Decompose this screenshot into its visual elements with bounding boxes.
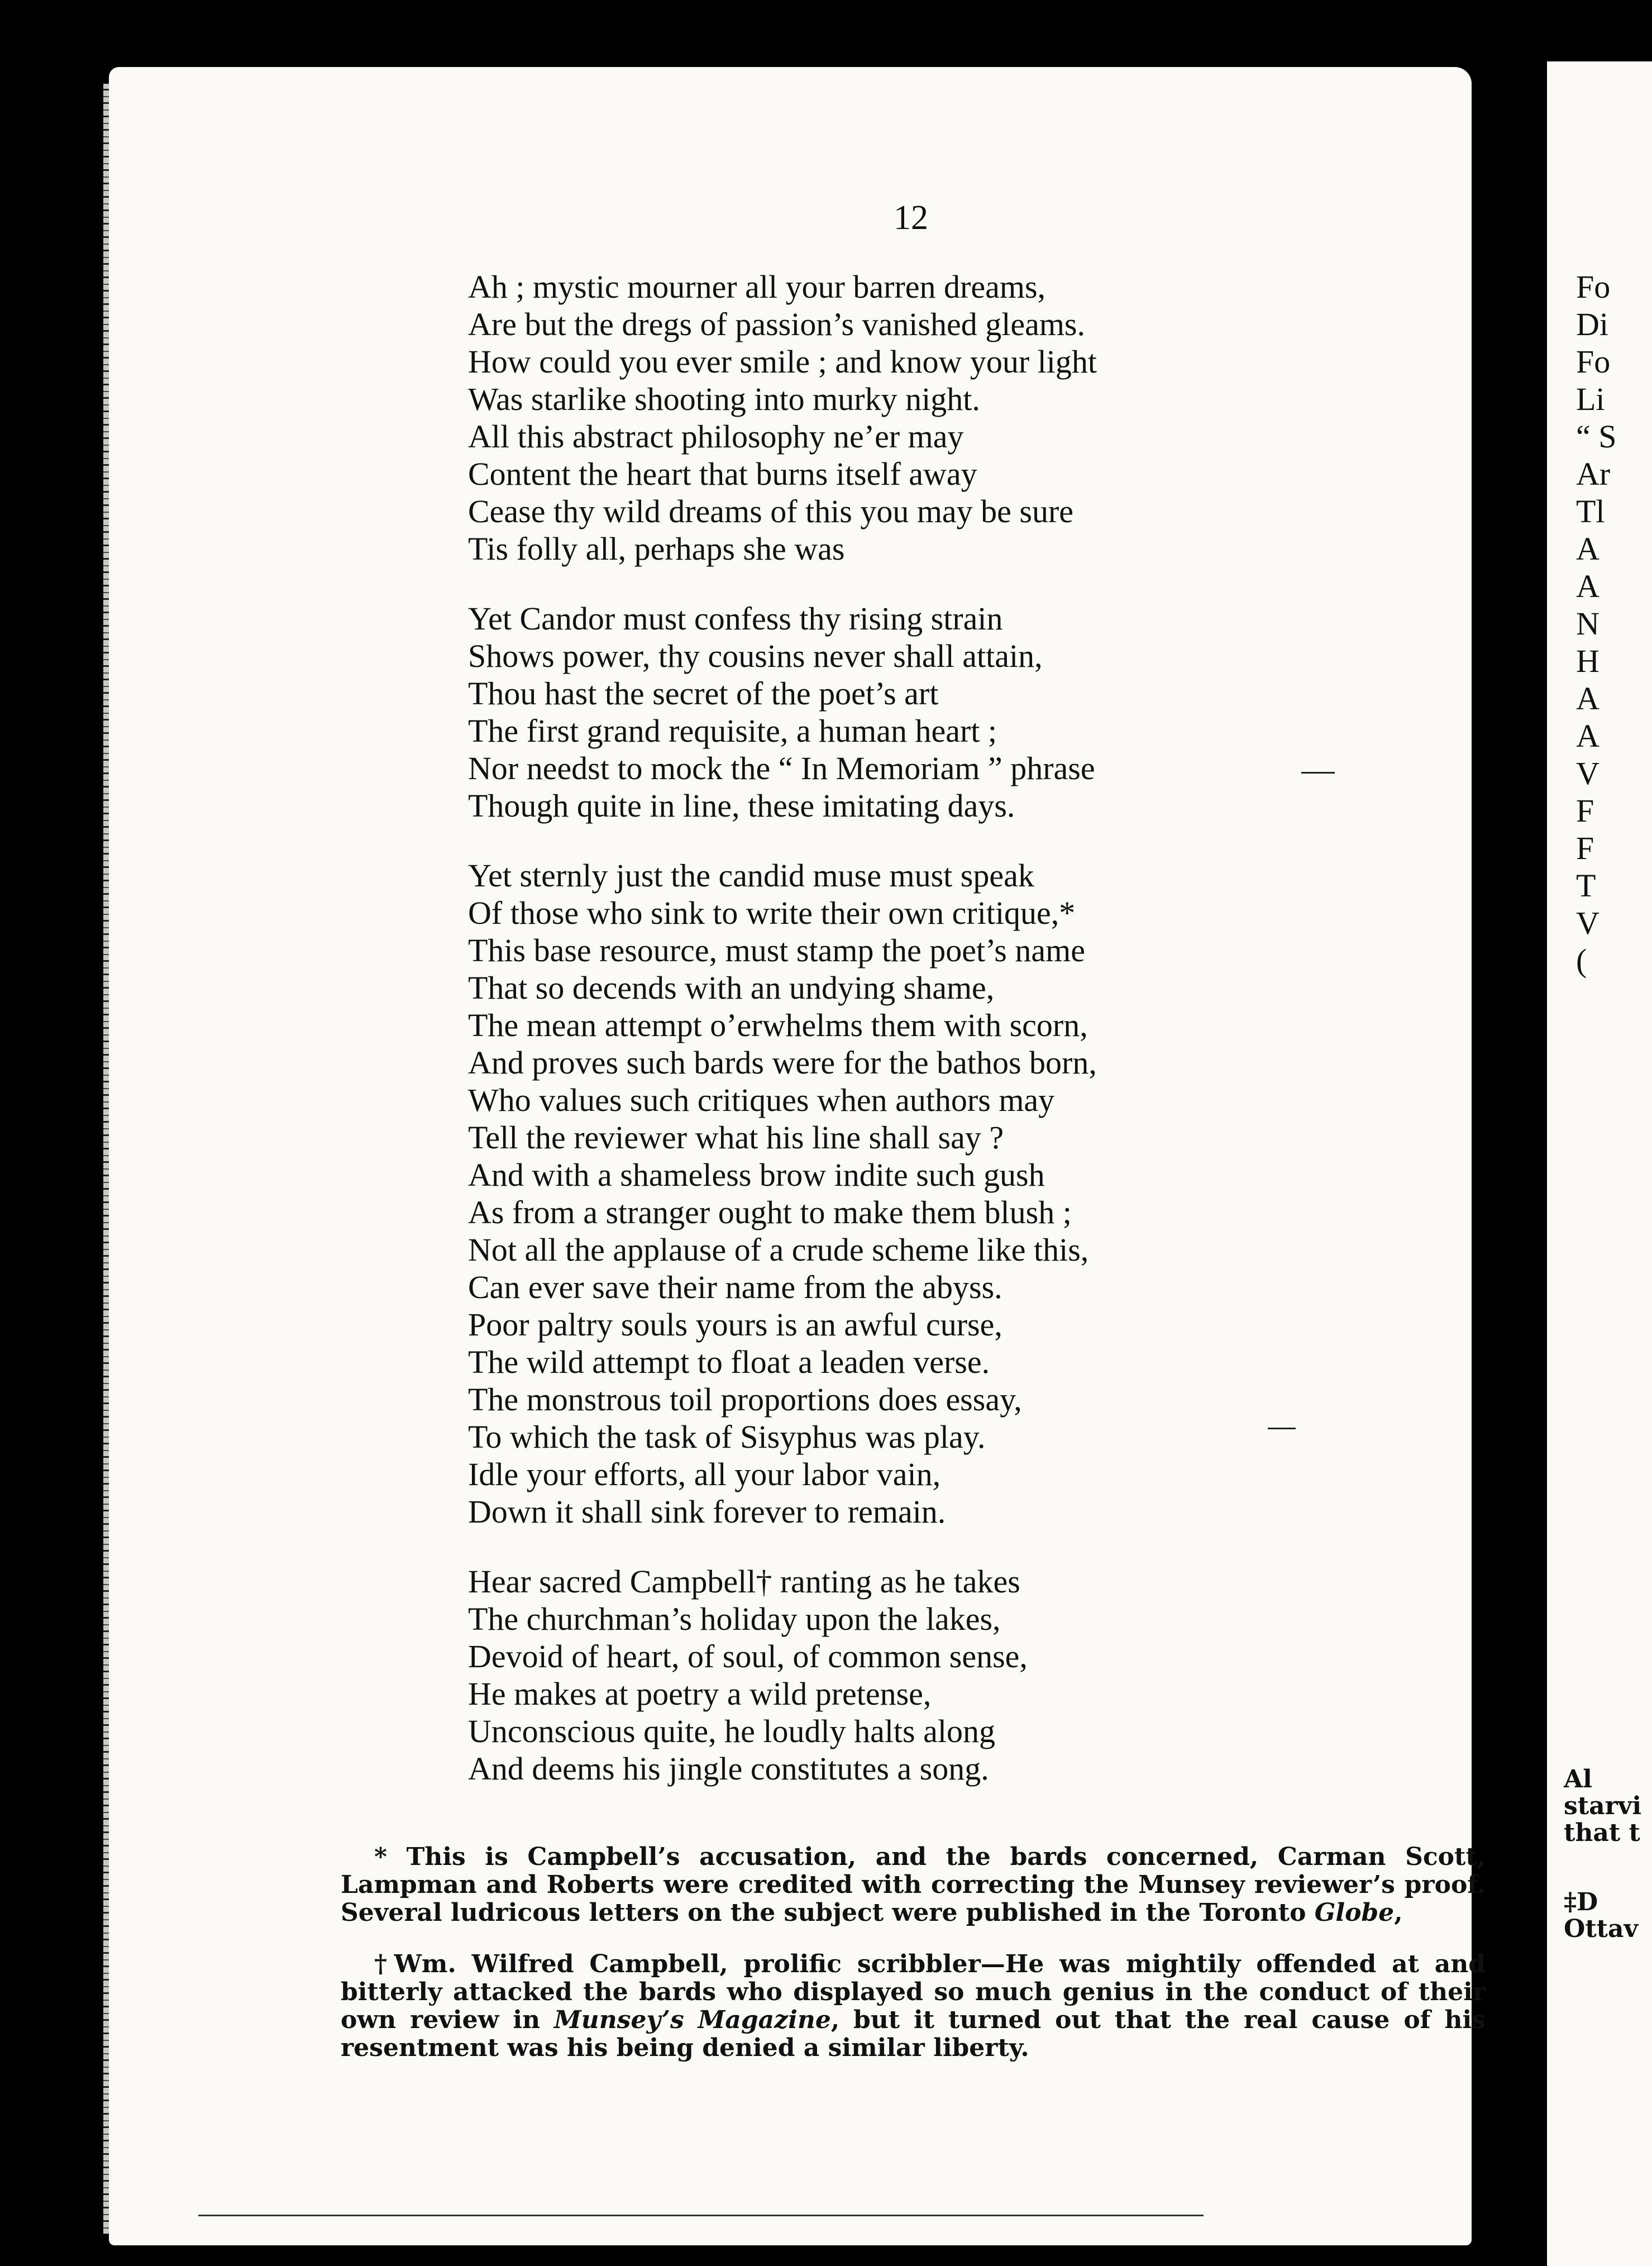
footnote-text: , but it turned out that the real cause of his resentment was his being denied a similar liberty. xyxy=(341,2006,1486,2062)
footnote-italic: Globe xyxy=(1314,1898,1395,1927)
poem-line: Was starlike shooting into murky night. xyxy=(468,381,980,417)
poem-line: Who values such critiques when authors may xyxy=(468,1082,1055,1118)
poem-line: Are but the dregs of passion’s vanished gleams. xyxy=(468,306,1086,342)
poem-line: Content the heart that burns itself away xyxy=(468,456,977,492)
footnote xyxy=(341,1843,1486,1927)
poem-line: The first grand requisite, a human heart ; xyxy=(468,713,997,749)
poem-line: Cease thy wild dreams of this you may be sure xyxy=(468,493,1074,529)
poem-line: And deems his jingle constitutes a song. xyxy=(468,1750,989,1787)
facing-page-fragment-line: A xyxy=(1576,680,1600,717)
poem-line: Yet sternly just the candid muse must speak xyxy=(468,857,1034,894)
facing-page-fragment-line: Ar xyxy=(1576,456,1611,492)
poem-line: Shows power, thy cousins never shall attain, xyxy=(468,638,1043,674)
poem-line: The mean attempt o’erwhelms them with scorn, xyxy=(468,1007,1088,1043)
footnotes xyxy=(341,1843,1486,2086)
stanza xyxy=(468,1563,1362,1787)
facing-page-fragment-note: Ottav xyxy=(1564,1915,1639,1943)
stanza xyxy=(468,600,1362,824)
poem-line: Devoid of heart, of soul, of common sense, xyxy=(468,1638,1028,1675)
bottom-rule xyxy=(198,2215,1204,2216)
poem-line: And proves such bards were for the bathos born, xyxy=(468,1044,1097,1081)
stanza xyxy=(468,268,1362,567)
footnote-text: * This is Campbell’s accusation, and the bards concerned, Carman Scott, Lampman and Roberts were credited with correcting the Munsey reviewer’s proof. Several ludricous letters on the subject were published in the Toronto xyxy=(341,1843,1486,1927)
facing-page-fragment-note: ‡D xyxy=(1564,1888,1598,1916)
facing-page-fragment-line: A xyxy=(1576,718,1600,754)
poem-line: Unconscious quite, he loudly halts along xyxy=(468,1713,995,1749)
facing-page-fragment-line: A xyxy=(1576,531,1600,567)
facing-page-fragment-note: Al xyxy=(1564,1765,1592,1793)
poem-line: Though quite in line, these imitating days. xyxy=(468,788,1015,824)
margin-dash xyxy=(1301,772,1335,774)
poem-line: All this abstract philosophy ne’er may xyxy=(468,418,964,455)
facing-page-fragment-line: Fo xyxy=(1576,269,1611,305)
facing-page-fragment-line: F xyxy=(1576,793,1594,829)
poem-line: As from a stranger ought to make them blush ; xyxy=(468,1194,1072,1230)
footnote-text: , xyxy=(1394,1898,1403,1927)
page-number: 12 xyxy=(894,199,928,237)
facing-page-fragment xyxy=(1547,61,1652,2266)
facing-page-fragment-line: V xyxy=(1576,755,1600,791)
facing-page-fragment-line: “ S xyxy=(1576,418,1617,455)
poem-line: Tell the reviewer what his line shall say ? xyxy=(468,1119,1004,1156)
poem-line: To which the task of Sisyphus was play. xyxy=(468,1419,986,1455)
margin-dash xyxy=(1268,1428,1296,1429)
facing-page-fragment-line: F xyxy=(1576,830,1594,866)
poem-line: Tis folly all, perhaps she was xyxy=(468,531,845,567)
poem-line: Nor needst to mock the “ In Memoriam ” phrase xyxy=(468,750,1095,786)
facing-page-fragment-line: ( xyxy=(1576,942,1587,979)
poem-line: Can ever save their name from the abyss. xyxy=(468,1269,1002,1305)
poem-line: How could you ever smile ; and know your light xyxy=(468,344,1097,380)
poem-line: Hear sacred Campbell† ranting as he takes xyxy=(468,1563,1020,1600)
facing-page-fragment-line: A xyxy=(1576,568,1600,604)
facing-page-fragment-note: that t xyxy=(1564,1819,1640,1847)
poem-line: Poor paltry souls yours is an awful curse, xyxy=(468,1306,1002,1343)
poem-line: Not all the applause of a crude scheme like this, xyxy=(468,1232,1089,1268)
footnote-italic: Munsey’s Magazine xyxy=(554,2006,831,2034)
facing-page-fragment-line: T xyxy=(1576,867,1596,904)
facing-page-fragment-line: Fo xyxy=(1576,344,1611,380)
facing-page-fragment-line: H xyxy=(1576,643,1600,679)
poem-line: That so decends with an undying shame, xyxy=(468,970,995,1006)
poem-line: This base resource, must stamp the poet’s name xyxy=(468,932,1085,969)
poem-text xyxy=(468,268,1362,1820)
facing-page-fragment-line: Tl xyxy=(1576,493,1605,529)
poem-line: He makes at poetry a wild pretense, xyxy=(468,1676,932,1712)
poem-line: Thou hast the secret of the poet’s art xyxy=(468,675,939,712)
facing-page-fragment-note: starvi xyxy=(1564,1792,1642,1820)
poem-line: Ah ; mystic mourner all your barren dreams, xyxy=(468,269,1046,305)
poem-line: Idle your efforts, all your labor vain, xyxy=(468,1456,941,1492)
poem-line: Of those who sink to write their own critique,* xyxy=(468,895,1076,931)
poem-line: The churchman’s holiday upon the lakes, xyxy=(468,1601,1001,1637)
poem-line: The wild attempt to float a leaden verse. xyxy=(468,1344,990,1380)
poem-line: Yet Candor must confess thy rising strain xyxy=(468,600,1003,637)
stanza xyxy=(468,857,1362,1530)
facing-page-fragment-line: Li xyxy=(1576,381,1605,417)
footnote-text: †Wm. Wilfred Campbell, prolific scribbler—He was mightily offended at and bitterly attacked the bards who displayed so much genius in the conduct of their own review in xyxy=(341,1950,1486,2034)
poem-line: Down it shall sink forever to remain. xyxy=(468,1494,946,1530)
poem-line: And with a shameless brow indite such gush xyxy=(468,1157,1045,1193)
facing-page-fragment-line: N xyxy=(1576,605,1600,642)
footnote xyxy=(341,1950,1486,2062)
facing-page-fragment-line: Di xyxy=(1576,306,1608,342)
poem-line: The monstrous toil proportions does essay, xyxy=(468,1381,1022,1418)
facing-page-fragment-line: V xyxy=(1576,905,1600,941)
